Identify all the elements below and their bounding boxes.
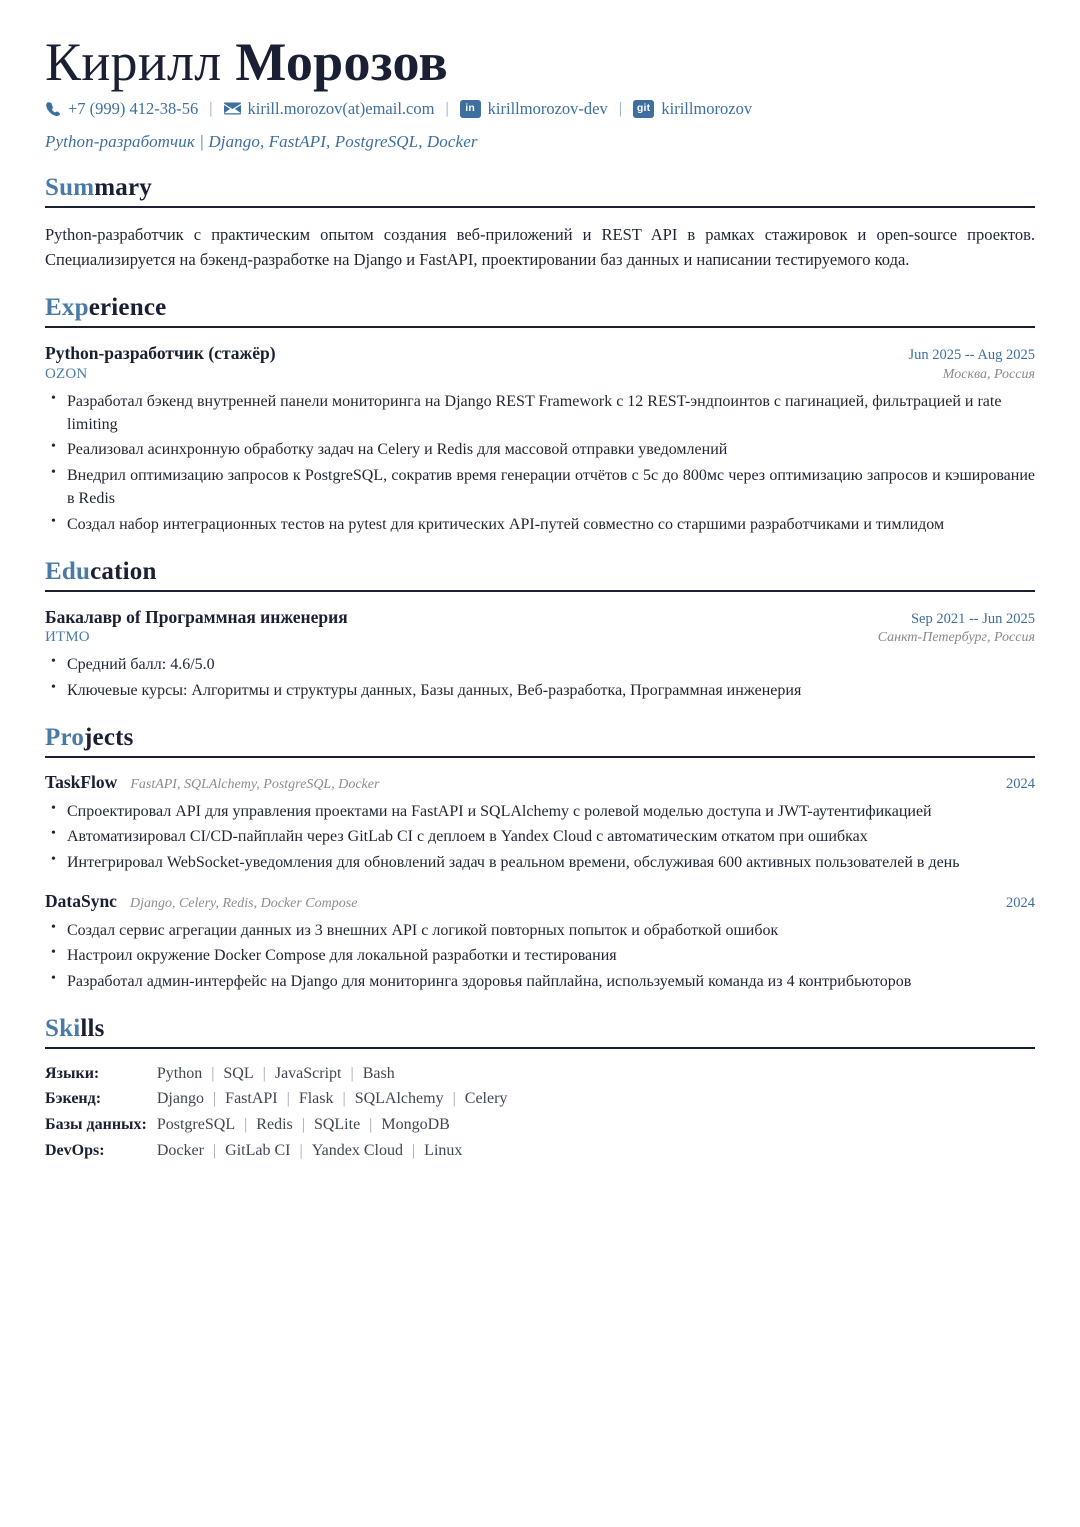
section-rule — [45, 1047, 1035, 1049]
headline-tagline: Python-разработчик | Django, FastAPI, PostgreSQL, Docker — [45, 132, 478, 152]
skills-category-label: Бэкенд: — [45, 1090, 102, 1108]
job-bullets — [45, 390, 1035, 536]
contact-linkedin[interactable] — [460, 97, 608, 120]
skill-item: Celery — [464, 1090, 508, 1108]
project-tech-stack: Django, Celery, Redis, Docker Compose — [129, 895, 358, 911]
education-entry-sub — [45, 629, 1035, 646]
candidate-name — [45, 34, 1035, 91]
list-item: • Создал набор интеграционных тестов на pytest для критических API-путей совместно со старшими разработчиками и тимлидом — [45, 513, 1035, 536]
education-body — [45, 606, 1035, 702]
section-title-skills — [45, 1015, 1035, 1044]
project-entry — [45, 772, 1035, 874]
skills-separator: | — [244, 1116, 248, 1134]
list-item: • Автоматизировал CI/CD-пайплайн через GitLab CI с деплоем в Yandex Cloud с автоматическим откатом при ошибках — [45, 825, 1035, 848]
list-item: • Разработал админ-интерфейс на Django для мониторинга здоровья пайплайна, используемый команда из 4 контрибьюторов — [45, 970, 1035, 993]
section-title-projects — [45, 724, 1035, 753]
skill-item: Django — [156, 1090, 204, 1108]
list-item: • Интегрировал WebSocket-уведомления для обновлений задач в реальном времени, обслуживая 600 активных пользователей в день — [45, 851, 1035, 874]
skill-item: SQL — [223, 1064, 254, 1082]
job-title: Python-разработчик (стажёр) — [45, 342, 276, 363]
skill-item: FastAPI — [225, 1090, 278, 1108]
skills-separator: | — [350, 1064, 354, 1082]
skill-item: PostgreSQL — [156, 1116, 236, 1134]
university-location: Санкт-Петербург, Россия — [877, 630, 1035, 646]
skills-category-label: Базы данных: — [45, 1116, 147, 1134]
skills-category-label: Языки: — [45, 1064, 100, 1082]
list-item: • Разработал бэкенд внутренней панели мониторинга на Django REST Framework с 12 REST-эндпоинтов с пагинацией, фильтрацией и rate limiting — [45, 390, 1035, 437]
degree-date: Sep 2021 -- Jun 2025 — [910, 610, 1035, 627]
section-title-summary — [45, 174, 1035, 203]
skills-row — [45, 1114, 507, 1140]
job-company: OZON — [45, 365, 88, 382]
skills-separator: | — [299, 1141, 303, 1159]
skill-item: Yandex Cloud — [311, 1141, 403, 1159]
skills-separator: | — [301, 1116, 305, 1134]
email-text: kirill.morozov(at)email.com — [247, 99, 435, 119]
list-item: • Средний балл: 4.6/5.0 — [45, 653, 1035, 676]
section-rule — [45, 326, 1035, 328]
experience-entry-head — [45, 342, 1035, 365]
project-name: TaskFlow — [45, 771, 118, 792]
job-location: Москва, Россия — [942, 366, 1035, 382]
project-head-left — [45, 772, 379, 793]
skills-separator: | — [212, 1141, 217, 1159]
skill-item: Redis — [256, 1116, 293, 1134]
last-name: Морозов — [235, 32, 448, 92]
skill-item: Bash — [362, 1064, 395, 1082]
project-tech-stack: FastAPI, SQLAlchemy, PostgreSQL, Docker — [130, 776, 380, 792]
list-item: • Спроектировал API для управления проектами на FastAPI и SQLAlchemy с ролевой моделью доступа и JWT-аутентификацией — [45, 800, 1035, 823]
experience-entry — [45, 342, 1035, 536]
education-entry-head — [45, 606, 1035, 629]
section-experience — [45, 294, 1035, 536]
section-rule — [45, 756, 1035, 758]
skill-item: SQLAlchemy — [354, 1090, 444, 1108]
project-name: DataSync — [45, 890, 117, 911]
degree-title: Бакалавр of Программная инженерия — [45, 606, 348, 627]
skills-separator: | — [286, 1090, 290, 1108]
skills-row — [45, 1063, 507, 1089]
skills-value-list — [157, 1088, 508, 1114]
education-entry — [45, 606, 1035, 702]
skills-value-list — [157, 1063, 508, 1089]
skill-item: MongoDB — [381, 1116, 450, 1134]
section-title-rest: erience — [88, 294, 167, 322]
education-bullets — [45, 653, 1035, 702]
skills-body — [45, 1063, 1035, 1166]
project-bullets — [45, 800, 1035, 874]
skills-row — [45, 1088, 507, 1114]
linkedin-icon: in — [460, 100, 481, 118]
experience-body — [45, 342, 1035, 536]
skill-item: Python — [156, 1064, 203, 1082]
phone-text: +7 (999) 412-38-56 — [68, 99, 199, 119]
skill-item: SQLite — [313, 1116, 361, 1134]
section-title-accent: Ski — [45, 1015, 81, 1043]
experience-entry-sub — [45, 366, 1035, 383]
contact-separator: | — [209, 99, 213, 117]
section-title-experience — [45, 294, 1035, 323]
skills-row — [45, 1140, 507, 1166]
section-skills — [45, 1015, 1035, 1166]
list-item: • Создал сервис агрегации данных из 3 внешних API с логикой повторных попыток и обработкой ошибок — [45, 919, 1035, 942]
project-bullets — [45, 919, 1035, 993]
contact-phone[interactable] — [45, 97, 198, 120]
contact-separator: | — [445, 99, 449, 117]
project-head — [45, 772, 1035, 793]
section-title-accent: Pro — [45, 724, 85, 752]
git-text: kirillmorozov — [661, 99, 753, 119]
list-item: • Ключевые курсы: Алгоритмы и структуры данных, Базы данных, Веб-разработка, Программная инженерия — [45, 679, 1035, 702]
skills-value-list — [157, 1140, 508, 1166]
git-icon: git — [633, 100, 654, 118]
project-entry — [45, 891, 1035, 993]
skills-separator: | — [212, 1090, 217, 1108]
list-item: • Внедрил оптимизацию запросов к PostgreSQL, сократив время генерации отчётов с 5с до 800мс через оптимизацию запросов и кэширование в Redis — [45, 464, 1035, 511]
skill-item: GitLab CI — [225, 1141, 291, 1159]
email-icon — [224, 102, 241, 115]
section-rule — [45, 590, 1035, 592]
section-title-rest: jects — [84, 724, 134, 752]
list-item: • Реализовал асинхронную обработку задач на Celery и Redis для массовой отправки уведомлений — [45, 438, 1035, 461]
skill-item: Linux — [424, 1141, 463, 1159]
section-projects — [45, 724, 1035, 993]
linkedin-text: kirillmorozov-dev — [487, 99, 608, 119]
section-title-rest: mary — [94, 174, 152, 202]
projects-body — [45, 772, 1035, 993]
project-head-left — [45, 891, 357, 912]
skills-separator: | — [369, 1116, 373, 1134]
first-name: Кирилл — [45, 32, 222, 92]
skill-item: JavaScript — [274, 1064, 342, 1082]
skills-separator: | — [411, 1141, 416, 1159]
job-date: Jun 2025 -- Aug 2025 — [908, 346, 1035, 363]
contact-line — [45, 97, 1035, 120]
section-title-accent: Edu — [45, 557, 91, 585]
section-title-rest: lls — [80, 1015, 105, 1043]
skills-separator: | — [211, 1064, 215, 1082]
project-year: 2024 — [1006, 894, 1035, 911]
skill-item: Docker — [156, 1141, 204, 1159]
summary-body — [45, 222, 1035, 272]
skills-category-label: DevOps: — [45, 1141, 105, 1159]
skills-separator: | — [262, 1064, 266, 1082]
section-title-accent: Sum — [45, 174, 95, 202]
section-education — [45, 558, 1035, 702]
section-title-rest: cation — [90, 557, 157, 585]
skills-separator: | — [342, 1090, 346, 1108]
section-title-accent: Exp — [45, 294, 89, 322]
list-item: • Настроил окружение Docker Compose для локальной разработки и тестирования — [45, 944, 1035, 967]
project-head — [45, 891, 1035, 912]
skill-item: Flask — [298, 1090, 334, 1108]
contact-git[interactable] — [633, 97, 752, 120]
contact-email[interactable] — [224, 97, 435, 120]
section-rule — [45, 206, 1035, 208]
phone-icon — [45, 101, 61, 117]
resume-header — [45, 34, 1035, 152]
section-title-education — [45, 558, 1035, 587]
project-year: 2024 — [1006, 775, 1035, 792]
university-name: ИТМО — [45, 629, 90, 646]
skills-table — [45, 1063, 507, 1166]
contact-separator: | — [618, 99, 622, 117]
section-summary — [45, 174, 1035, 272]
skills-separator: | — [452, 1090, 456, 1108]
summary-text: Python-разработчик с практическим опытом создания веб-приложений и REST API в рамках стажировок и open-source проектов. Специализируется на бэкенд-разработке на Django и FastAPI, проектировании баз данных и написании тестируемого кода. — [45, 225, 1035, 270]
skills-value-list — [157, 1114, 508, 1140]
